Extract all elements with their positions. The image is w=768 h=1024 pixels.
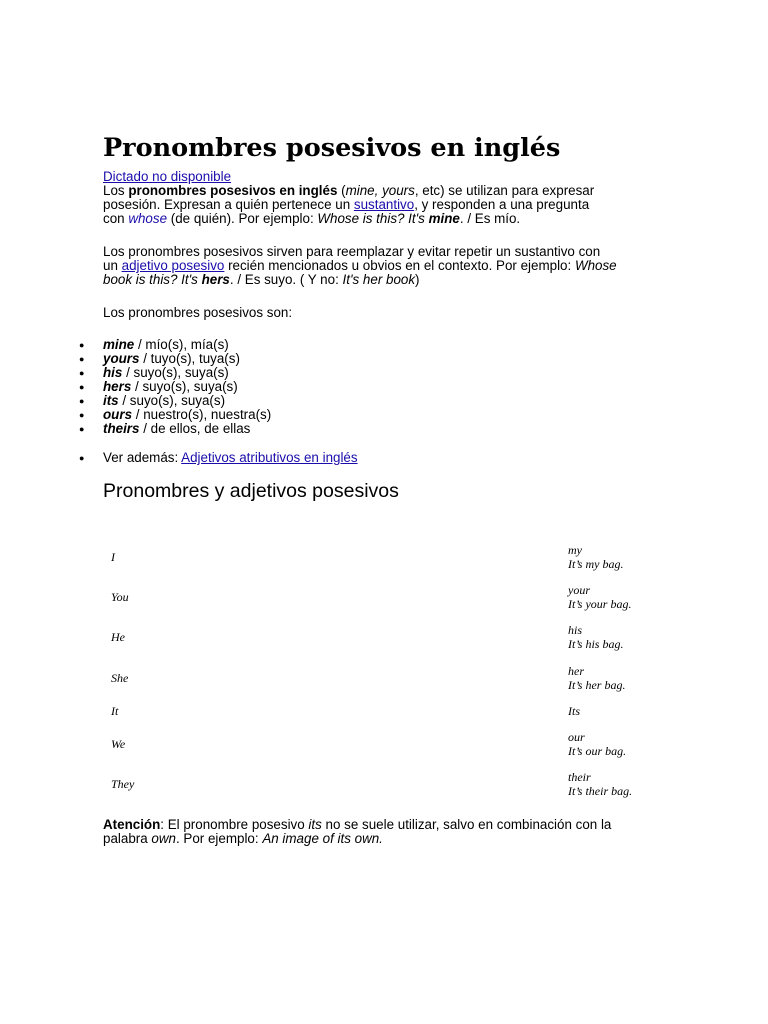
pronoun-meaning: / suyo(s), suya(s) — [131, 379, 238, 394]
adjetivos-atributivos-link[interactable]: Adjetivos atributivos en inglés — [181, 450, 358, 465]
subject-cell: We — [111, 737, 126, 751]
intro-text: con — [103, 211, 129, 226]
example-cell: It’s her bag. — [568, 678, 626, 692]
subject-cell: She — [111, 671, 129, 685]
usage-text: un — [103, 258, 122, 273]
subject-cell: I — [111, 550, 115, 564]
list-item — [79, 337, 271, 352]
list-item — [79, 393, 271, 408]
see-also-label: Ver además: — [103, 450, 182, 465]
bullet-icon: ● — [79, 424, 85, 434]
bullet-icon: ● — [79, 382, 85, 392]
bullet-icon: ● — [79, 396, 85, 406]
adjective-cell: your — [568, 583, 590, 597]
intro-text: Los — [103, 183, 129, 198]
pronoun-word: mine — [103, 337, 135, 352]
attention-paragraph — [103, 818, 703, 846]
pronoun-meaning: / suyo(s), suya(s) — [118, 393, 226, 408]
usage-paragraph — [103, 245, 703, 287]
list-item — [79, 351, 271, 366]
bullet-icon: ● — [79, 368, 85, 378]
dictation-link[interactable]: Dictado no disponible — [103, 169, 232, 184]
see-also-list — [79, 450, 358, 465]
subject-cell: They — [111, 777, 135, 791]
sustantivo-link[interactable]: sustantivo — [353, 197, 415, 212]
list-item — [79, 365, 271, 380]
pronoun-word: ours — [103, 407, 133, 422]
attention-label: Atención — [103, 817, 161, 832]
usage-text: . / Es suyo. ( Y no: — [229, 272, 343, 287]
adjetivo-posesivo-link[interactable]: adjetivo posesivo — [121, 258, 225, 273]
usage-counter-example: It's her book — [342, 272, 416, 287]
pronoun-meaning: / nuestro(s), nuestra(s) — [132, 407, 272, 422]
intro-text: posesión. Expresan a quién pertenece un — [103, 197, 354, 212]
list-item — [79, 379, 271, 394]
example-cell: It’s their bag. — [568, 784, 633, 798]
intro-text: . / Es mío. — [459, 211, 521, 226]
example-cell: It’s your bag. — [568, 597, 632, 611]
pronoun-word: his — [103, 365, 123, 380]
pronoun-word: theirs — [103, 421, 140, 436]
intro-italic-examples: mine, yours — [345, 183, 415, 198]
pronoun-word: yours — [103, 351, 140, 366]
pronoun-word: hers — [103, 379, 132, 394]
example-cell: It’s his bag. — [568, 637, 624, 651]
attention-italic: own — [151, 831, 176, 846]
usage-text: ) — [415, 272, 420, 287]
adjective-cell: Its — [568, 704, 580, 718]
example-cell: It’s our bag. — [568, 744, 627, 758]
bullet-icon: ● — [79, 340, 85, 350]
intro-text: ( — [337, 183, 346, 198]
list-intro: Los pronombres posesivos son: — [103, 305, 293, 320]
pronoun-word: its — [103, 393, 119, 408]
adjective-cell: her — [568, 664, 584, 678]
example-cell: It’s my bag. — [568, 557, 624, 571]
subject-cell: You — [111, 590, 129, 604]
intro-paragraph — [103, 170, 703, 226]
pronoun-meaning: / suyo(s), suya(s) — [122, 365, 229, 380]
adjective-cell: our — [568, 730, 585, 744]
page-title: Pronombres posesivos en inglés — [103, 133, 561, 163]
intro-text: , y responden a una pregunta — [414, 197, 590, 212]
adjective-cell: his — [568, 623, 583, 637]
intro-bold-term: pronombres posesivos en inglés — [128, 183, 338, 198]
attention-example: An image of its own. — [262, 831, 383, 846]
attention-text: : El pronombre posesivo — [160, 817, 309, 832]
usage-example: book is this? It's — [103, 272, 202, 287]
attention-text: . Por ejemplo: — [175, 831, 263, 846]
subject-cell: It — [111, 704, 119, 718]
usage-text: Los pronombres posesivos sirven para reemplazar y evitar repetir un sustantivo con — [103, 244, 601, 259]
subject-cell: He — [111, 630, 125, 644]
pronoun-meaning: / de ellos, de ellas — [139, 421, 251, 436]
list-item — [79, 407, 272, 422]
intro-example-bold: mine — [428, 211, 460, 226]
bullet-icon: ● — [79, 354, 85, 364]
pronoun-list — [79, 337, 272, 436]
list-item — [79, 450, 358, 465]
pronoun-meaning: / tuyo(s), tuya(s) — [139, 351, 240, 366]
usage-example: Whose — [574, 258, 617, 273]
bullet-icon: ● — [79, 453, 85, 463]
section-heading: Pronombres y adjetivos posesivos — [103, 480, 399, 502]
bullet-icon: ● — [79, 410, 85, 420]
intro-text: , etc) se utilizan para expresar — [414, 183, 595, 198]
attention-text: palabra — [103, 831, 152, 846]
intro-example: Whose is this? It's — [317, 211, 429, 226]
attention-italic: its — [308, 817, 322, 832]
pronoun-meaning: / mío(s), mía(s) — [134, 337, 229, 352]
usage-text: recién mencionados u obvios en el contexto. Por ejemplo: — [224, 258, 575, 273]
list-item — [79, 421, 271, 436]
intro-text: (de quién). Por ejemplo: — [167, 211, 318, 226]
attention-text: no se suele utilizar, salvo en combinación con la — [321, 817, 612, 832]
usage-example-bold: hers — [201, 272, 230, 287]
adjective-cell: my — [568, 543, 582, 557]
whose-link[interactable]: whose — [128, 211, 168, 226]
adjective-cell: their — [568, 770, 591, 784]
